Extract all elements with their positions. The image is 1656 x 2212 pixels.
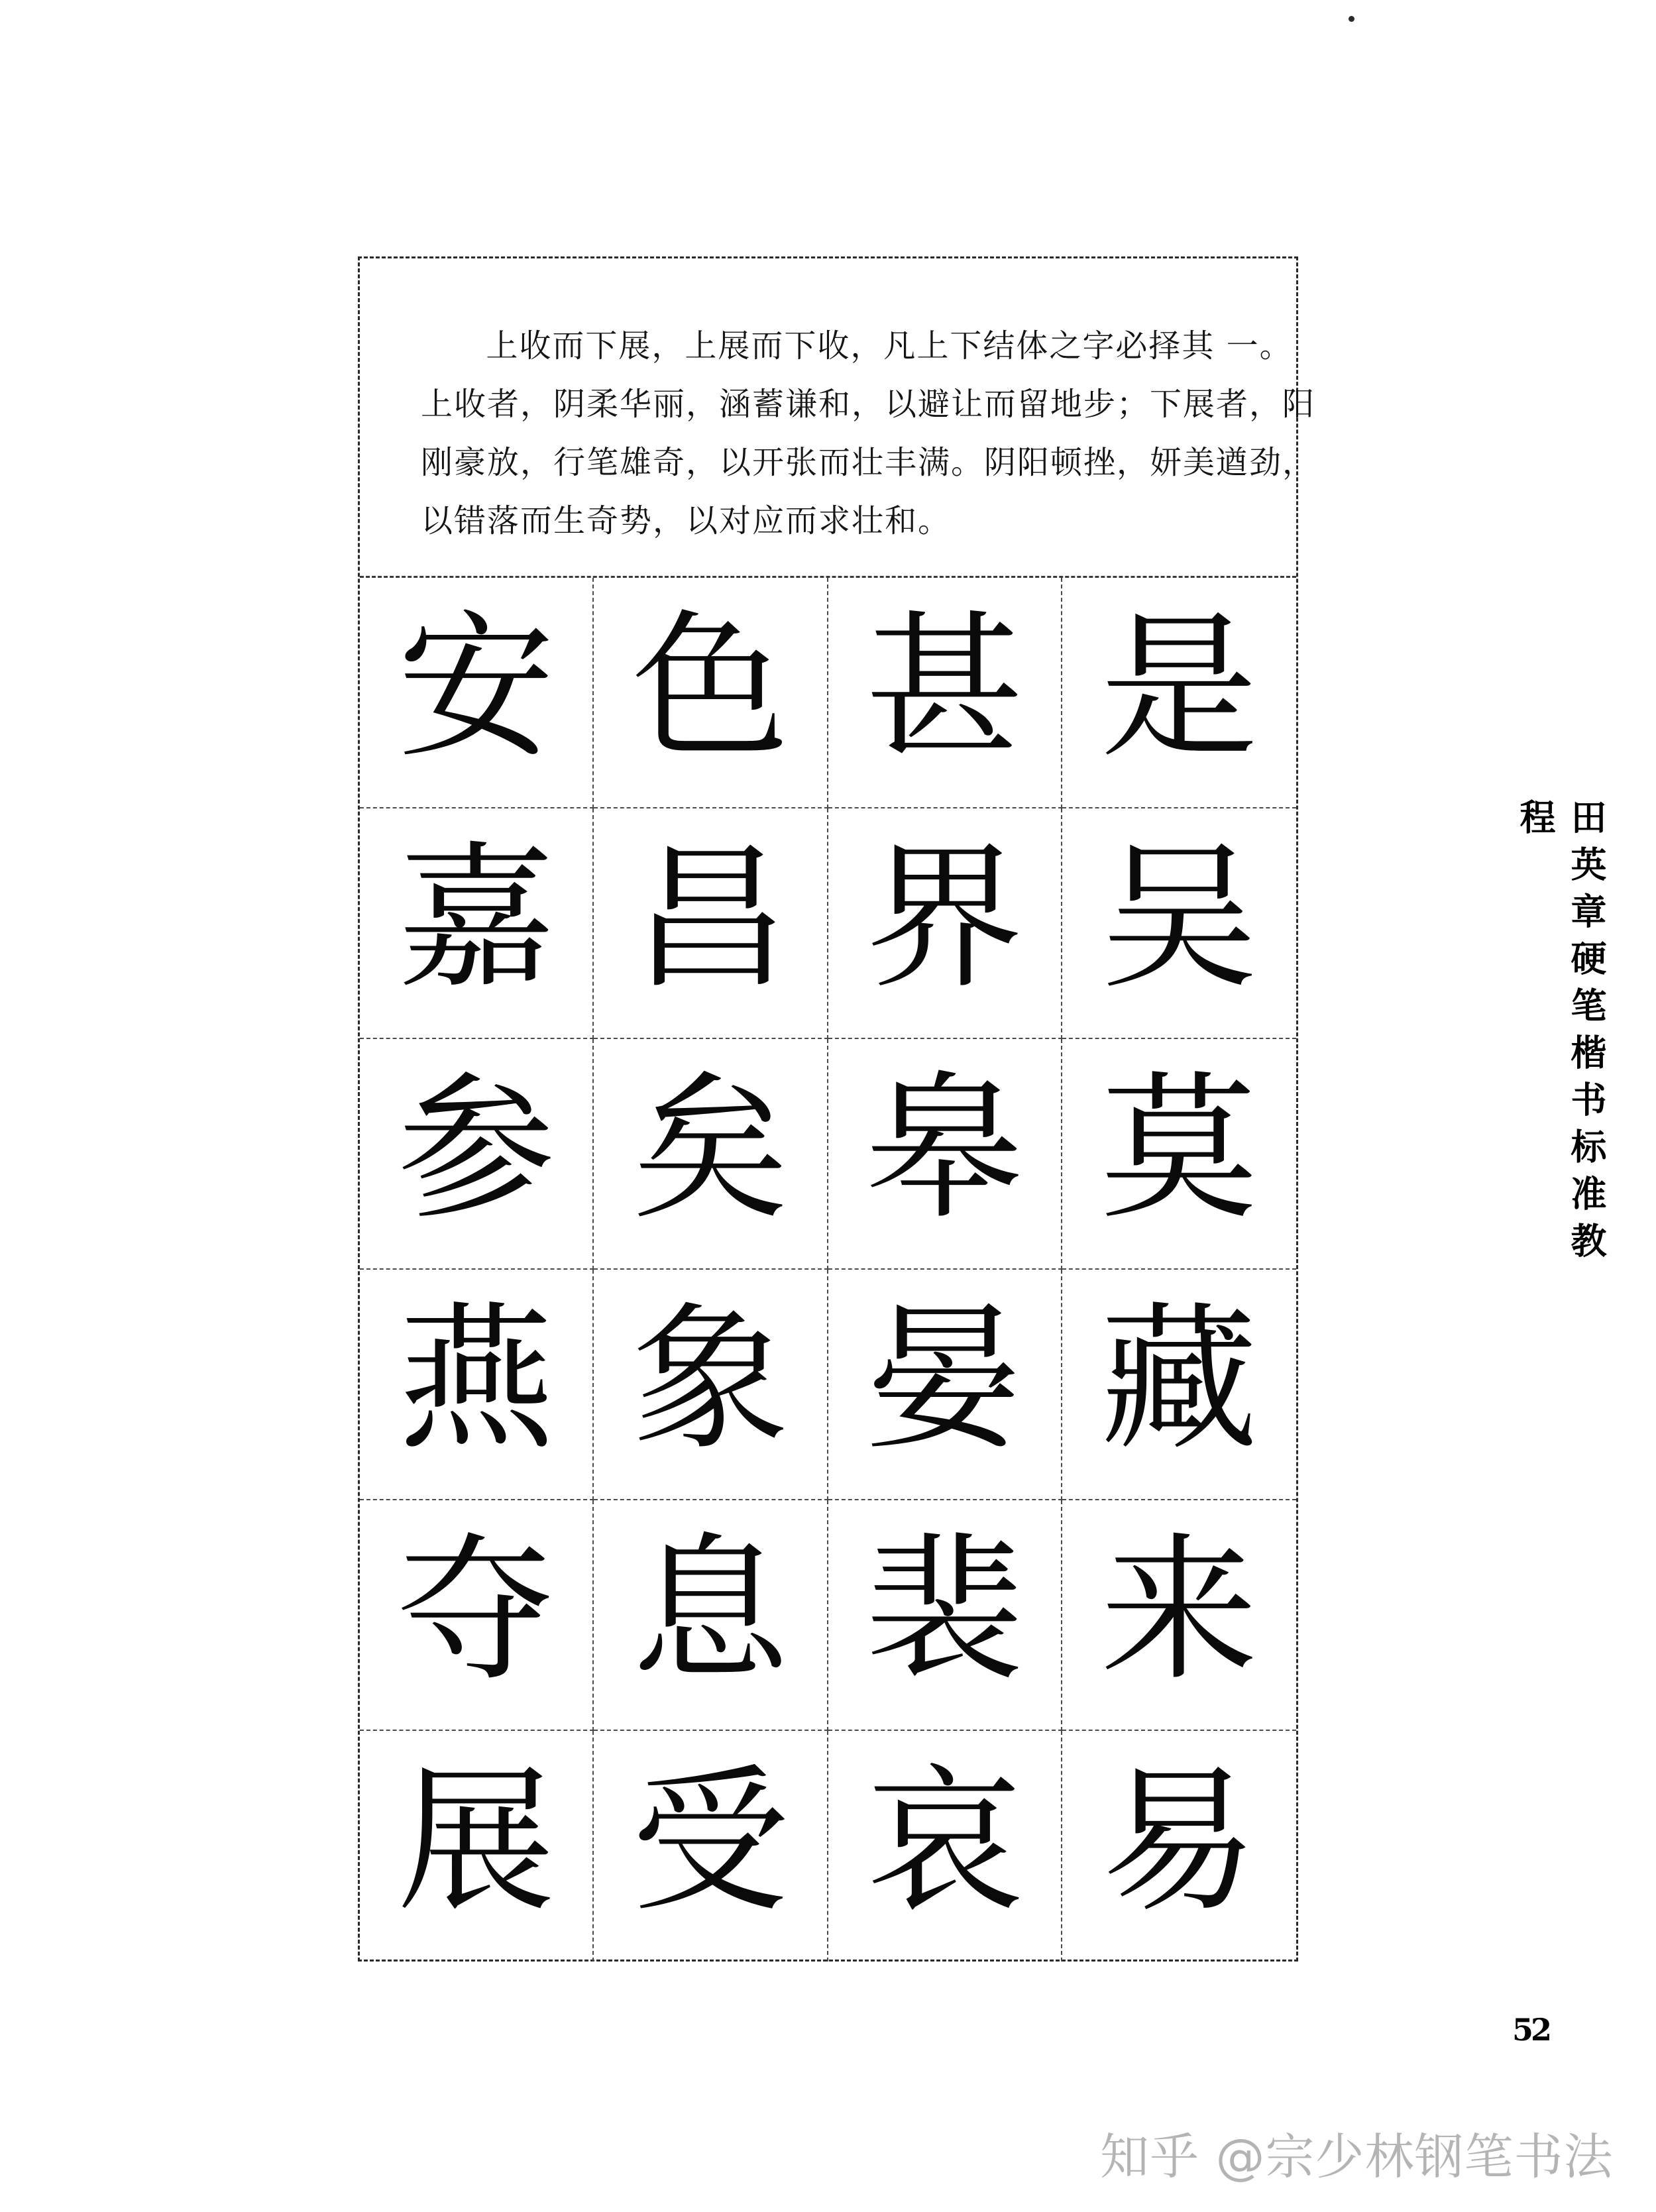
paragraph-line-3: 刚豪放，行笔雄奇，以开张而壮丰满。阴阳顿挫，妍美遒劲， (421, 444, 1316, 481)
calligraphy-cell (360, 1039, 594, 1270)
watermark: 知乎 @宗少林钢笔书法 (1100, 2129, 1614, 2185)
calligraphy-cell (828, 1039, 1062, 1270)
calligraphy-cell (828, 1500, 1062, 1731)
calligraphy-character: 是 (1100, 596, 1258, 780)
calligraphy-cell (360, 578, 594, 808)
calligraphy-cell (828, 578, 1062, 808)
calligraphy-cell (1062, 1039, 1296, 1270)
calligraphy-character: 界 (865, 827, 1024, 1011)
calligraphy-cell (1062, 1500, 1296, 1731)
calligraphy-character: 哀 (865, 1750, 1024, 1934)
calligraphy-cell (1062, 578, 1296, 808)
calligraphy-cell (360, 1270, 594, 1500)
calligraphy-cell (360, 808, 594, 1039)
calligraphy-cell (1062, 808, 1296, 1039)
calligraphy-cell (594, 1270, 828, 1500)
calligraphy-character: 矣 (631, 1058, 789, 1241)
calligraphy-grid (360, 576, 1296, 1962)
calligraphy-character: 来 (1100, 1519, 1258, 1702)
calligraphy-cell (360, 1731, 594, 1962)
calligraphy-character: 受 (631, 1750, 789, 1934)
intro-paragraph (360, 317, 1316, 550)
calligraphy-character: 甚 (865, 596, 1024, 780)
calligraphy-cell (828, 808, 1062, 1039)
calligraphy-cell (594, 1039, 828, 1270)
calligraphy-character: 参 (397, 1058, 555, 1241)
calligraphy-cell (828, 1731, 1062, 1962)
calligraphy-character: 夺 (397, 1519, 555, 1702)
paragraph-line-1: 上收而下展，上展而下收，凡上下结体之字必择其 一。 (486, 327, 1293, 364)
calligraphy-cell (594, 1500, 828, 1731)
content-box (358, 256, 1316, 1962)
calligraphy-cell (828, 1270, 1062, 1500)
book-title-vertical: 田英章硬笔楷书标准教程 (1514, 799, 1607, 1269)
paragraph-line-2: 上收者，阴柔华丽，涵蓄谦和，以避让而留地步；下展者，阳 (421, 386, 1316, 423)
scan-speck (1349, 16, 1354, 22)
calligraphy-cell (594, 1731, 828, 1962)
calligraphy-character: 昌 (631, 827, 789, 1011)
calligraphy-character: 易 (1100, 1750, 1258, 1934)
page-number: 52 (1512, 2012, 1550, 2048)
calligraphy-character: 裴 (865, 1519, 1024, 1702)
calligraphy-cell (594, 578, 828, 808)
calligraphy-cell (360, 1500, 594, 1731)
calligraphy-cell (1062, 1731, 1296, 1962)
calligraphy-character: 色 (631, 596, 789, 780)
calligraphy-cell (594, 808, 828, 1039)
calligraphy-character: 藏 (1100, 1288, 1258, 1472)
calligraphy-character: 燕 (397, 1288, 555, 1472)
calligraphy-character: 象 (631, 1288, 789, 1472)
calligraphy-character: 安 (397, 596, 555, 780)
calligraphy-cell (1062, 1270, 1296, 1500)
calligraphy-character: 莫 (1100, 1058, 1258, 1241)
paragraph-line-4: 以错落而生奇势，以对应而求壮和。 (421, 502, 952, 539)
calligraphy-character: 晏 (865, 1288, 1024, 1472)
calligraphy-character: 吴 (1100, 827, 1258, 1011)
calligraphy-character: 皋 (865, 1058, 1024, 1241)
calligraphy-character: 息 (631, 1519, 789, 1702)
calligraphy-character: 嘉 (397, 827, 555, 1011)
calligraphy-character: 展 (397, 1750, 555, 1934)
